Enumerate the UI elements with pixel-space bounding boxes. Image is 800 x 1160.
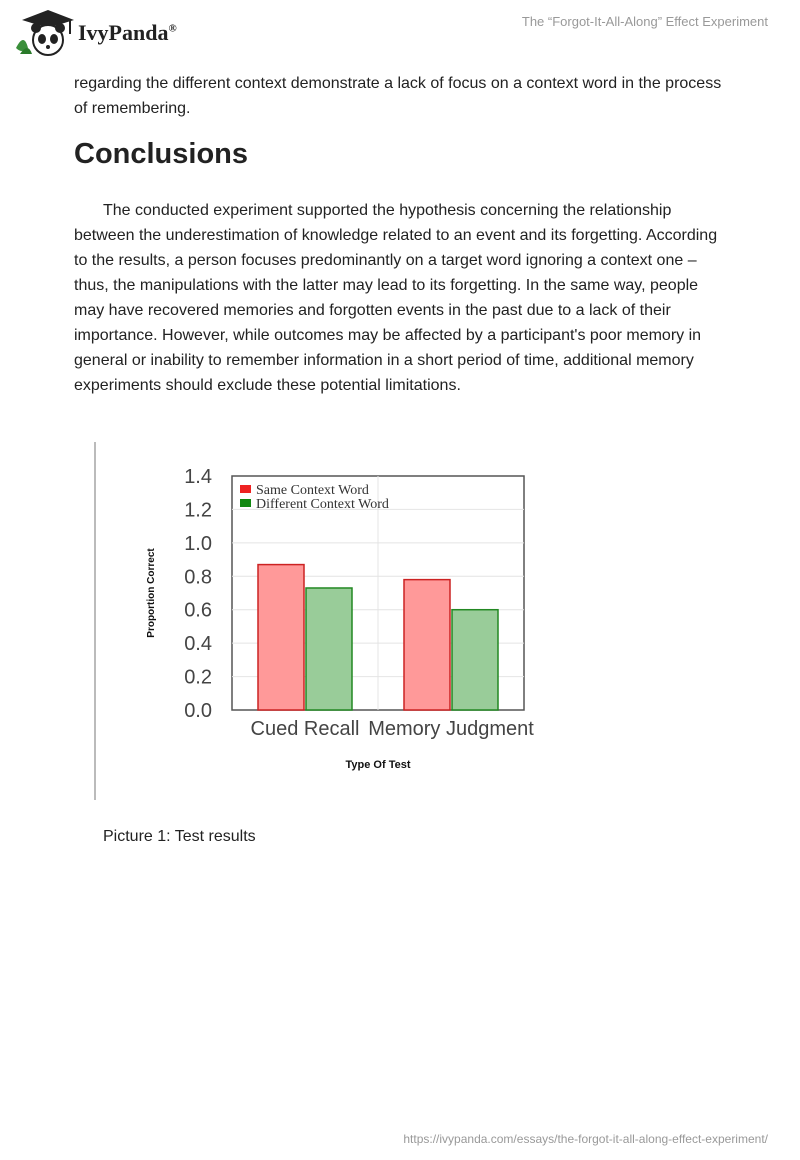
y-tick-label: 0.6: [184, 599, 212, 622]
bar-same-context-word-memory-judgment: [404, 580, 450, 710]
y-tick-label: 0.2: [184, 666, 212, 689]
x-category-label: Memory Judgment: [368, 718, 534, 740]
legend-label: Different Context Word: [256, 497, 389, 512]
intro-paragraph: regarding the different context demonstrate a lack of focus on a context word in the process of remembering.: [74, 75, 722, 117]
test-results-chart: [140, 460, 560, 780]
bar-same-context-word-cued-recall: [258, 565, 304, 710]
legend-swatch: [240, 485, 251, 493]
x-category-labels: [251, 718, 535, 740]
y-tick-label: 0.0: [184, 700, 212, 722]
y-tick-label: 1.0: [184, 532, 212, 555]
y-tick-label: 0.4: [184, 633, 212, 656]
page-header: [0, 0, 800, 70]
y-tick-labels: [184, 466, 212, 722]
panda-logo-icon[interactable]: [14, 8, 74, 58]
figure-caption: Picture 1: Test results: [103, 828, 256, 845]
y-tick-label: 1.2: [184, 499, 212, 522]
brand-name[interactable]: IvyPanda®: [78, 20, 177, 45]
legend-swatch: [240, 499, 251, 507]
footer-url[interactable]: https://ivypanda.com/essays/the-forgot-it-all-along-effect-experiment/: [403, 1132, 768, 1146]
conclusion-paragraph: The conducted experiment supported the hypothesis concerning the relationship between the underestimation of knowledge related to an event and its forgetting. According to the results, a person focuses predominantly on a target word ignoring a context one – thus, the manipulations with the latter may lead to its forgetting. In the same way, people may have recovered memories and forgotten events in the past due to a lack of their importance. However, while outcomes may be affected by a participant's poor memory in general or inability to remember information in a short period of time, additional memory experiments should exclude these potential limitations.: [74, 202, 718, 394]
bar-different-context-word-cued-recall: [306, 588, 352, 710]
section-heading: Conclusions: [74, 138, 249, 170]
bar-different-context-word-memory-judgment: [452, 610, 498, 710]
y-tick-label: 1.4: [184, 466, 212, 488]
x-category-label: Cued Recall: [250, 718, 360, 740]
legend-label: Same Context Word: [256, 483, 369, 498]
x-axis-label: Type Of Test: [345, 759, 411, 771]
y-tick-label: 0.8: [184, 566, 212, 589]
figure-left-border: [94, 442, 96, 800]
y-axis-label: Proportion Correct: [146, 548, 157, 638]
legend: [240, 483, 389, 512]
document-title: The “Forgot-It-All-Along” Effect Experiment: [521, 14, 768, 29]
